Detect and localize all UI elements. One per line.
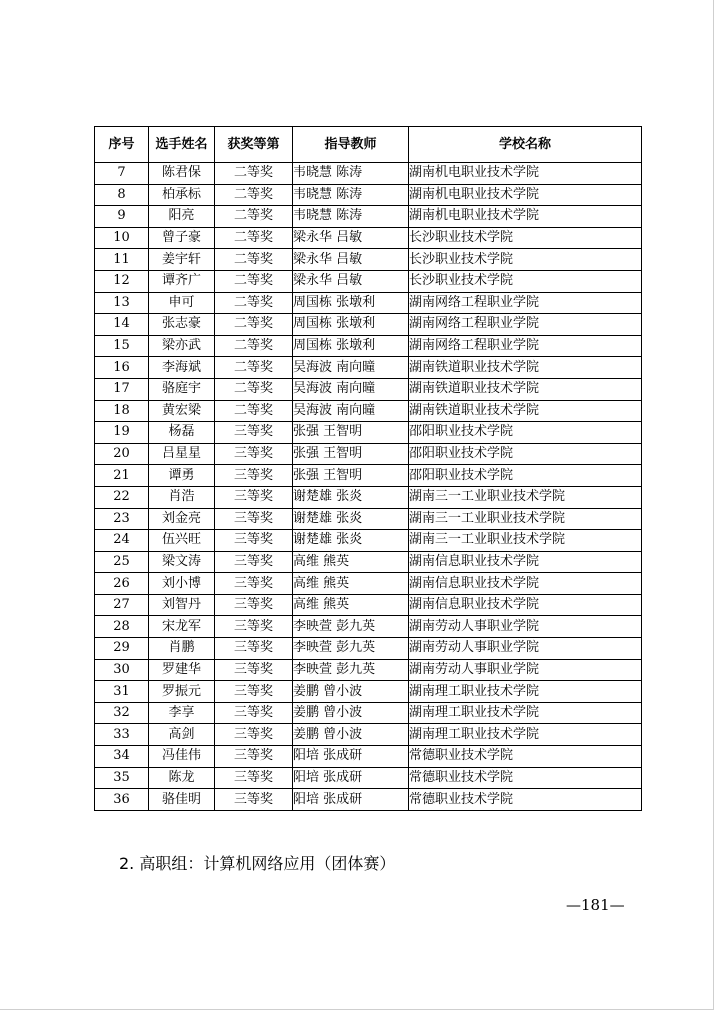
cell-index: 32 (95, 702, 149, 724)
cell-index: 18 (95, 400, 149, 422)
header-award-level: 获奖等第 (215, 127, 293, 163)
cell-school-name: 湖南劳动人事职业学院 (409, 638, 642, 660)
cell-school-name: 长沙职业技术学院 (409, 270, 642, 292)
cell-award-level: 三等奖 (215, 508, 293, 530)
cell-award-level: 三等奖 (215, 681, 293, 703)
cell-index: 22 (95, 486, 149, 508)
cell-instructor: 姜鹏 曾小波 (293, 681, 409, 703)
cell-instructor: 李映萱 彭九英 (293, 616, 409, 638)
table-row (95, 227, 642, 249)
table-body (95, 163, 642, 811)
cell-instructor: 阳培 张成研 (293, 746, 409, 768)
cell-award-level: 三等奖 (215, 746, 293, 768)
cell-contestant-name: 李海斌 (149, 357, 215, 379)
cell-instructor: 韦晓慧 陈涛 (293, 184, 409, 206)
cell-index: 13 (95, 292, 149, 314)
cell-instructor: 周国栋 张墩利 (293, 292, 409, 314)
cell-award-level: 二等奖 (215, 227, 293, 249)
table-row (95, 184, 642, 206)
cell-instructor: 高维 熊英 (293, 573, 409, 595)
cell-index: 16 (95, 357, 149, 379)
table-row (95, 357, 642, 379)
cell-instructor: 周国栋 张墩利 (293, 314, 409, 336)
table-row (95, 530, 642, 552)
cell-school-name: 湖南三一工业职业技术学院 (409, 530, 642, 552)
cell-school-name: 邵阳职业技术学院 (409, 465, 642, 487)
cell-instructor: 张强 王智明 (293, 422, 409, 444)
cell-school-name: 常德职业技术学院 (409, 767, 642, 789)
cell-index: 19 (95, 422, 149, 444)
cell-school-name: 湖南网络工程职业学院 (409, 335, 642, 357)
cell-award-level: 三等奖 (215, 767, 293, 789)
table-row (95, 465, 642, 487)
cell-award-level: 三等奖 (215, 638, 293, 660)
cell-instructor: 姜鹏 曾小波 (293, 724, 409, 746)
cell-instructor: 吴海波 南向曈 (293, 400, 409, 422)
cell-school-name: 湖南铁道职业技术学院 (409, 400, 642, 422)
cell-instructor: 吴海波 南向曈 (293, 357, 409, 379)
cell-index: 15 (95, 335, 149, 357)
cell-award-level: 三等奖 (215, 702, 293, 724)
cell-school-name: 湖南网络工程职业学院 (409, 292, 642, 314)
cell-contestant-name: 申可 (149, 292, 215, 314)
section-heading: 2. 高职组：计算机网络应用（团体赛） (119, 854, 396, 873)
cell-index: 24 (95, 530, 149, 552)
cell-school-name: 常德职业技术学院 (409, 746, 642, 768)
cell-index: 21 (95, 465, 149, 487)
table-row (95, 443, 642, 465)
awards-table (94, 126, 642, 811)
table-row (95, 292, 642, 314)
table-row (95, 638, 642, 660)
cell-school-name: 湖南网络工程职业学院 (409, 314, 642, 336)
cell-award-level: 三等奖 (215, 573, 293, 595)
table-row (95, 270, 642, 292)
cell-contestant-name: 刘智丹 (149, 594, 215, 616)
cell-contestant-name: 陈君保 (149, 163, 215, 185)
cell-school-name: 湖南信息职业技术学院 (409, 551, 642, 573)
cell-instructor: 谢楚雄 张炎 (293, 486, 409, 508)
cell-instructor: 张强 王智明 (293, 465, 409, 487)
cell-award-level: 二等奖 (215, 184, 293, 206)
cell-contestant-name: 伍兴旺 (149, 530, 215, 552)
cell-contestant-name: 谭勇 (149, 465, 215, 487)
cell-index: 25 (95, 551, 149, 573)
cell-instructor: 梁永华 吕敏 (293, 249, 409, 271)
cell-award-level: 三等奖 (215, 465, 293, 487)
cell-school-name: 邵阳职业技术学院 (409, 443, 642, 465)
cell-instructor: 李映萱 彭九英 (293, 659, 409, 681)
cell-award-level: 二等奖 (215, 314, 293, 336)
cell-award-level: 二等奖 (215, 378, 293, 400)
cell-contestant-name: 罗建华 (149, 659, 215, 681)
cell-instructor: 周国栋 张墩利 (293, 335, 409, 357)
cell-instructor: 张强 王智明 (293, 443, 409, 465)
cell-award-level: 二等奖 (215, 206, 293, 228)
cell-award-level: 三等奖 (215, 789, 293, 811)
cell-award-level: 三等奖 (215, 422, 293, 444)
cell-instructor: 姜鹏 曾小波 (293, 702, 409, 724)
cell-index: 36 (95, 789, 149, 811)
cell-school-name: 湖南信息职业技术学院 (409, 573, 642, 595)
cell-award-level: 三等奖 (215, 530, 293, 552)
cell-school-name: 湖南机电职业技术学院 (409, 184, 642, 206)
table-row (95, 789, 642, 811)
cell-school-name: 湖南理工职业技术学院 (409, 702, 642, 724)
cell-school-name: 湖南机电职业技术学院 (409, 163, 642, 185)
cell-index: 30 (95, 659, 149, 681)
cell-contestant-name: 柏承标 (149, 184, 215, 206)
cell-contestant-name: 刘小博 (149, 573, 215, 595)
cell-school-name: 湖南机电职业技术学院 (409, 206, 642, 228)
cell-instructor: 韦晓慧 陈涛 (293, 206, 409, 228)
page-number: —181— (566, 896, 625, 914)
table-row (95, 163, 642, 185)
cell-contestant-name: 吕星星 (149, 443, 215, 465)
cell-index: 14 (95, 314, 149, 336)
cell-school-name: 湖南理工职业技术学院 (409, 681, 642, 703)
cell-school-name: 湖南理工职业技术学院 (409, 724, 642, 746)
cell-index: 20 (95, 443, 149, 465)
cell-index: 26 (95, 573, 149, 595)
cell-index: 35 (95, 767, 149, 789)
table-row (95, 486, 642, 508)
header-index: 序号 (95, 127, 149, 163)
table-header-row (95, 127, 642, 163)
table-row (95, 378, 642, 400)
cell-contestant-name: 姜宇轩 (149, 249, 215, 271)
cell-contestant-name: 冯佳伟 (149, 746, 215, 768)
cell-contestant-name: 阳亮 (149, 206, 215, 228)
cell-award-level: 二等奖 (215, 400, 293, 422)
cell-award-level: 三等奖 (215, 594, 293, 616)
table-row (95, 314, 642, 336)
cell-award-level: 二等奖 (215, 335, 293, 357)
cell-index: 17 (95, 378, 149, 400)
cell-instructor: 高维 熊英 (293, 551, 409, 573)
cell-instructor: 阳培 张成研 (293, 767, 409, 789)
cell-contestant-name: 谭齐广 (149, 270, 215, 292)
cell-instructor: 谢楚雄 张炎 (293, 508, 409, 530)
table-row (95, 746, 642, 768)
table-row (95, 616, 642, 638)
table-row (95, 594, 642, 616)
cell-award-level: 三等奖 (215, 616, 293, 638)
cell-school-name: 长沙职业技术学院 (409, 227, 642, 249)
cell-contestant-name: 曾子豪 (149, 227, 215, 249)
table-row (95, 681, 642, 703)
cell-index: 7 (95, 163, 149, 185)
cell-index: 28 (95, 616, 149, 638)
cell-index: 12 (95, 270, 149, 292)
table-row (95, 206, 642, 228)
table-row (95, 422, 642, 444)
cell-school-name: 湖南三一工业职业技术学院 (409, 486, 642, 508)
cell-instructor: 吴海波 南向曈 (293, 378, 409, 400)
cell-contestant-name: 肖鹏 (149, 638, 215, 660)
cell-contestant-name: 高剑 (149, 724, 215, 746)
cell-index: 29 (95, 638, 149, 660)
cell-contestant-name: 肖浩 (149, 486, 215, 508)
cell-award-level: 二等奖 (215, 357, 293, 379)
cell-school-name: 湖南劳动人事职业学院 (409, 659, 642, 681)
table-row (95, 551, 642, 573)
cell-index: 31 (95, 681, 149, 703)
header-school-name: 学校名称 (409, 127, 642, 163)
cell-award-level: 三等奖 (215, 486, 293, 508)
cell-school-name: 湖南铁道职业技术学院 (409, 357, 642, 379)
cell-index: 23 (95, 508, 149, 530)
header-instructor: 指导教师 (293, 127, 409, 163)
header-contestant-name: 选手姓名 (149, 127, 215, 163)
cell-award-level: 二等奖 (215, 163, 293, 185)
table-row (95, 335, 642, 357)
cell-contestant-name: 陈龙 (149, 767, 215, 789)
cell-award-level: 二等奖 (215, 270, 293, 292)
cell-contestant-name: 张志豪 (149, 314, 215, 336)
table-row (95, 249, 642, 271)
cell-index: 33 (95, 724, 149, 746)
cell-school-name: 邵阳职业技术学院 (409, 422, 642, 444)
cell-instructor: 韦晓慧 陈涛 (293, 163, 409, 185)
table-row (95, 400, 642, 422)
cell-instructor: 梁永华 吕敏 (293, 227, 409, 249)
cell-school-name: 湖南三一工业职业技术学院 (409, 508, 642, 530)
cell-school-name: 湖南劳动人事职业学院 (409, 616, 642, 638)
cell-contestant-name: 梁文涛 (149, 551, 215, 573)
cell-index: 10 (95, 227, 149, 249)
cell-contestant-name: 杨磊 (149, 422, 215, 444)
table-row (95, 508, 642, 530)
table-row (95, 702, 642, 724)
cell-index: 9 (95, 206, 149, 228)
cell-contestant-name: 骆佳明 (149, 789, 215, 811)
table-row (95, 724, 642, 746)
cell-contestant-name: 罗振元 (149, 681, 215, 703)
cell-school-name: 常德职业技术学院 (409, 789, 642, 811)
cell-contestant-name: 骆庭宇 (149, 378, 215, 400)
cell-contestant-name: 宋龙军 (149, 616, 215, 638)
cell-school-name: 湖南铁道职业技术学院 (409, 378, 642, 400)
cell-instructor: 梁永华 吕敏 (293, 270, 409, 292)
cell-award-level: 三等奖 (215, 724, 293, 746)
table-row (95, 767, 642, 789)
cell-index: 11 (95, 249, 149, 271)
cell-index: 27 (95, 594, 149, 616)
cell-instructor: 李映萱 彭九英 (293, 638, 409, 660)
cell-award-level: 二等奖 (215, 292, 293, 314)
cell-contestant-name: 梁亦武 (149, 335, 215, 357)
cell-contestant-name: 黄宏梁 (149, 400, 215, 422)
cell-contestant-name: 刘金亮 (149, 508, 215, 530)
cell-instructor: 阳培 张成研 (293, 789, 409, 811)
cell-award-level: 三等奖 (215, 443, 293, 465)
cell-award-level: 三等奖 (215, 659, 293, 681)
cell-school-name: 湖南信息职业技术学院 (409, 594, 642, 616)
cell-instructor: 高维 熊英 (293, 594, 409, 616)
cell-award-level: 三等奖 (215, 551, 293, 573)
cell-index: 34 (95, 746, 149, 768)
cell-instructor: 谢楚雄 张炎 (293, 530, 409, 552)
cell-school-name: 长沙职业技术学院 (409, 249, 642, 271)
cell-index: 8 (95, 184, 149, 206)
table-row (95, 573, 642, 595)
cell-contestant-name: 李享 (149, 702, 215, 724)
table-row (95, 659, 642, 681)
cell-award-level: 二等奖 (215, 249, 293, 271)
